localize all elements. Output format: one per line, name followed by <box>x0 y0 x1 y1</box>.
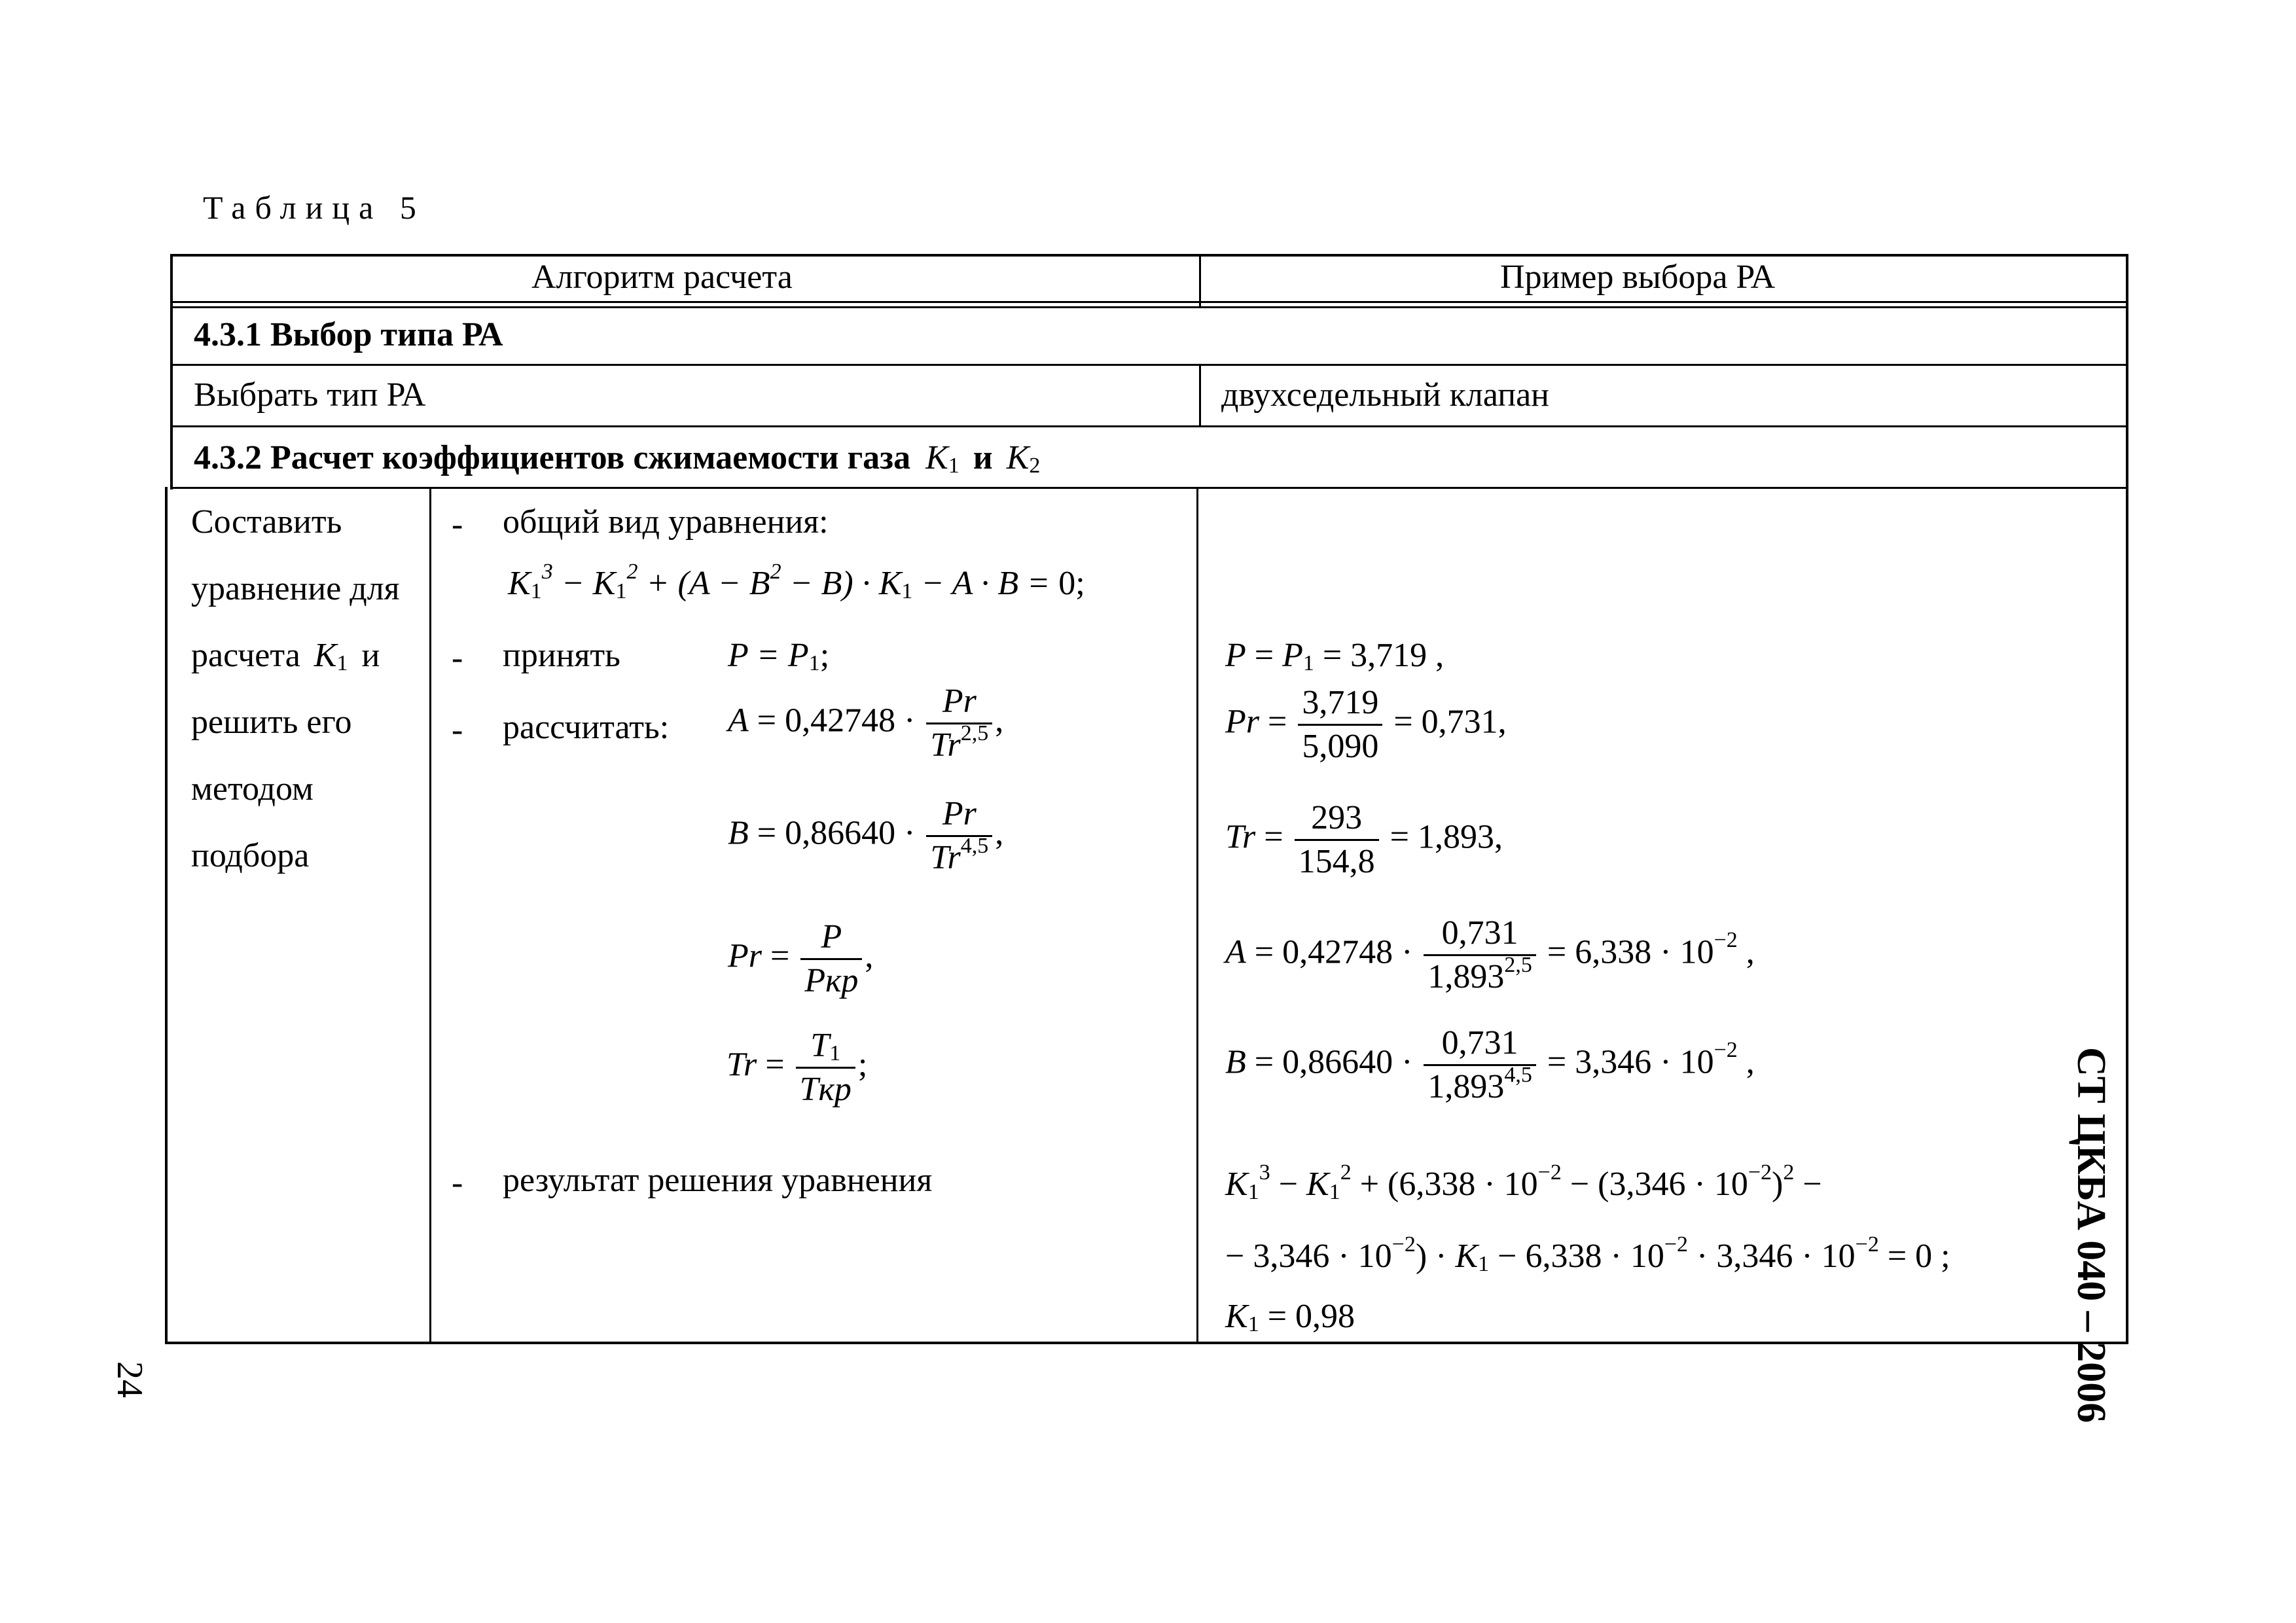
example-pr: Pr = $\frac{3,719}{5,090}$ = 0,731, <box>1225 684 1507 765</box>
dash-2: - <box>452 639 463 677</box>
dash-1: - <box>452 506 463 543</box>
formula-a: A = 0,42748 · $\frac{Pr}{Tr^{2,5}}$ , <box>728 683 1004 764</box>
section-4-3-1-title: 4.3.1 Выбор типа РА <box>194 316 503 353</box>
header-algorithm: Алгоритм расчета <box>531 259 793 296</box>
example-k1-result: K1 = 0,98 <box>1225 1298 1355 1336</box>
formula-tr: Tr = $\frac{T1}{\text{Tкр}}$ ; <box>726 1027 868 1108</box>
document-code: СТ ЦКБА 040 – 2006 <box>2069 1047 2113 1423</box>
select-type-label: Выбрать тип РА <box>194 376 426 414</box>
dash-4: - <box>452 1164 463 1202</box>
example-equation-line-1: $K1^3 - K1^2 + (6,338 \cdot 10^{-2} - (3,346 \cdot 10^{-2})^2$ − <box>1225 1160 1822 1204</box>
example-tr: Tr = $\frac{293}{154,8}$ = 1,893, <box>1225 799 1503 880</box>
step-accept: принять <box>503 637 620 674</box>
left-col-line-5: методом <box>191 770 314 808</box>
example-p: P = P1 = 3,719 , <box>1225 637 1444 675</box>
example-b: B = 0,86640 · $\frac{0,731}{1,893^{4,5}}$ = $3,346 \cdot 10^{-2}$ , <box>1225 1024 1755 1105</box>
general-equation-formula: $K1^3 - K1^2 + (A - B^2 - B) \cdot K1 - A \cdot B = 0$; <box>508 560 1085 603</box>
table-title: Таблица 5 <box>203 189 425 226</box>
left-col-line-3: расчета K1 и <box>191 637 380 675</box>
selected-type-value: двухседельный клапан <box>1221 376 1549 414</box>
data-table <box>165 254 2128 1334</box>
step-calculate: рассчитать: <box>503 709 670 746</box>
formula-pr: Pr = $\frac{P}{\text{Pкр}}$ , <box>728 918 874 999</box>
dash-3: - <box>452 711 463 749</box>
left-col-line-4: решить его <box>191 704 352 741</box>
header-example: Пример выбора РА <box>1500 259 1776 296</box>
section-4-3-2-title: 4.3.2 Расчет коэффициентов сжимаемости газа K1 и K2 <box>194 439 1041 478</box>
left-col-line-2: уравнение для <box>191 570 400 607</box>
formula-b: B = 0,86640 · $\frac{Pr}{Tr^{4,5}}$ , <box>728 795 1004 876</box>
step-general-equation: общий вид уравнения: <box>503 503 829 541</box>
example-equation-line-2: − $3,346 \cdot 10^{-2}) \cdot K1 - 6,338 \cdot 10^{-2} \cdot 3,346 \cdot 10^{-2} = 0$ ; <box>1225 1232 1950 1276</box>
left-col-line-1: Составить <box>191 503 342 541</box>
left-col-line-6: подбора <box>191 837 310 874</box>
page-number: 24 <box>109 1361 150 1398</box>
example-a: A = 0,42748 · $\frac{0,731}{1,893^{2,5}}$ = $6,338 \cdot 10^{-2}$ , <box>1225 914 1755 995</box>
step-solution-result: результат решения уравнения <box>503 1162 933 1199</box>
formula-p-eq-p1: P = P1; <box>728 637 830 675</box>
